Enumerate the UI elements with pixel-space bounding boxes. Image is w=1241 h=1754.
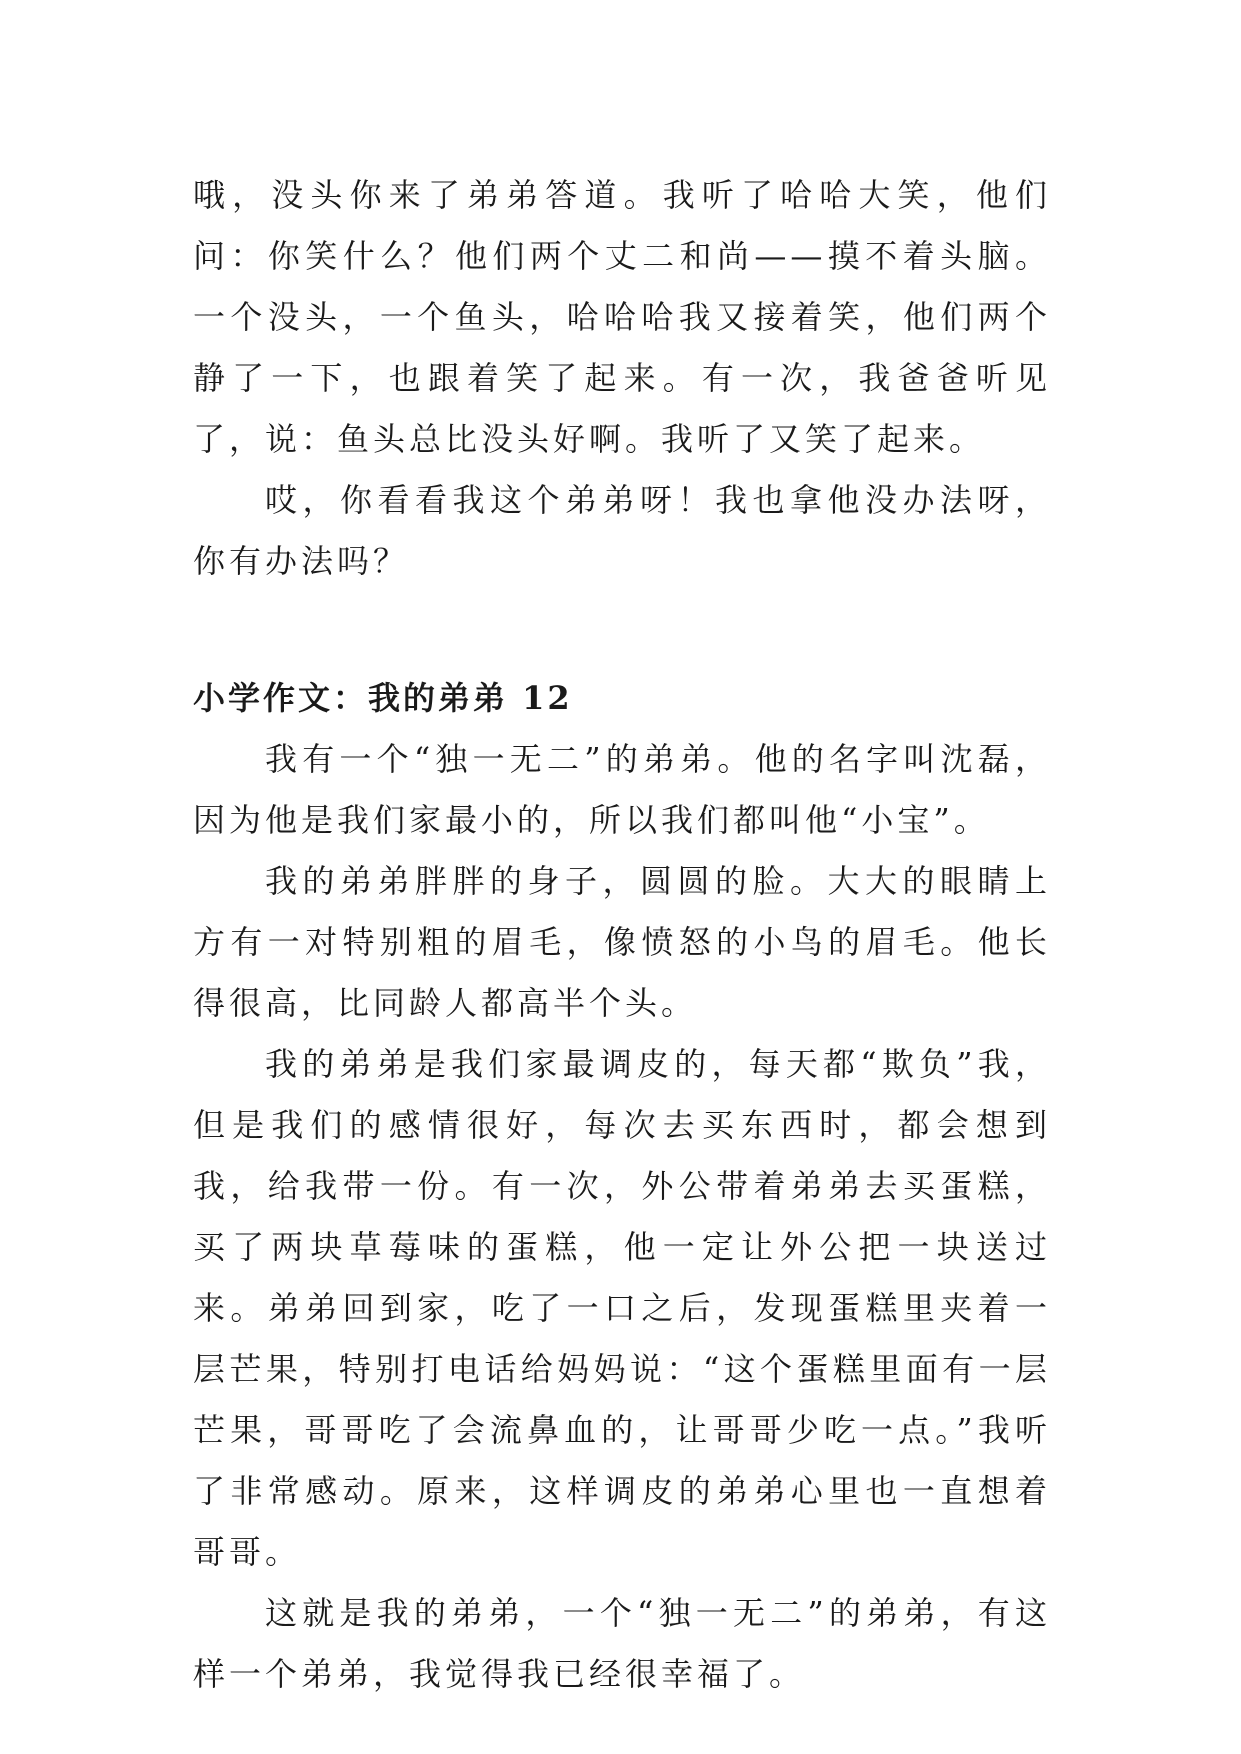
paragraph: 我的弟弟胖胖的身子，圆圆的脸。大大的眼睛上方有一对特别粗的眉毛，像愤怒的小鸟的眉毛。他长得很高，比同龄人都高半个头。 — [193, 862, 1051, 1022]
paragraph: 这就是我的弟弟，一个“独一无二”的弟弟，有这样一个弟弟，我觉得我已经很幸福了。 — [193, 1594, 1051, 1693]
paragraph: 我有一个“独一无二”的弟弟。他的名字叫沈磊，因为他是我们家最小的，所以我们都叫他“小宝”。 — [193, 740, 1051, 839]
paragraph-continued: 哦，没头你来了弟弟答道。我听了哈哈大笑，他们问：你笑什么？他们两个丈二和尚——摸不着头脑。一个没头，一个鱼头，哈哈哈我又接着笑，他们两个静了一下，也跟着笑了起来。有一次，我爸爸听见了，说：鱼头总比没头好啊。我听了又笑了起来。 — [193, 176, 1051, 458]
paragraph: 哎，你看看我这个弟弟呀！我也拿他没办法呀，你有办法吗？ — [193, 481, 1051, 580]
document-page — [193, 165, 1051, 1705]
paragraph: 我的弟弟是我们家最调皮的，每天都“欺负”我，但是我们的感情很好，每次去买东西时，都会想到我，给我带一份。有一次，外公带着弟弟去买蛋糕，买了两块草莓味的蛋糕，他一定让外公把一块送过来。弟弟回到家，吃了一口之后，发现蛋糕里夹着一层芒果，特别打电话给妈妈说：“这个蛋糕里面有一层芒果，哥哥吃了会流鼻血的，让哥哥少吃一点。”我听了非常感动。原来，这样调皮的弟弟心里也一直想着哥哥。 — [193, 1045, 1051, 1571]
essay-title: 小学作文：我的弟弟 12 — [193, 679, 573, 717]
